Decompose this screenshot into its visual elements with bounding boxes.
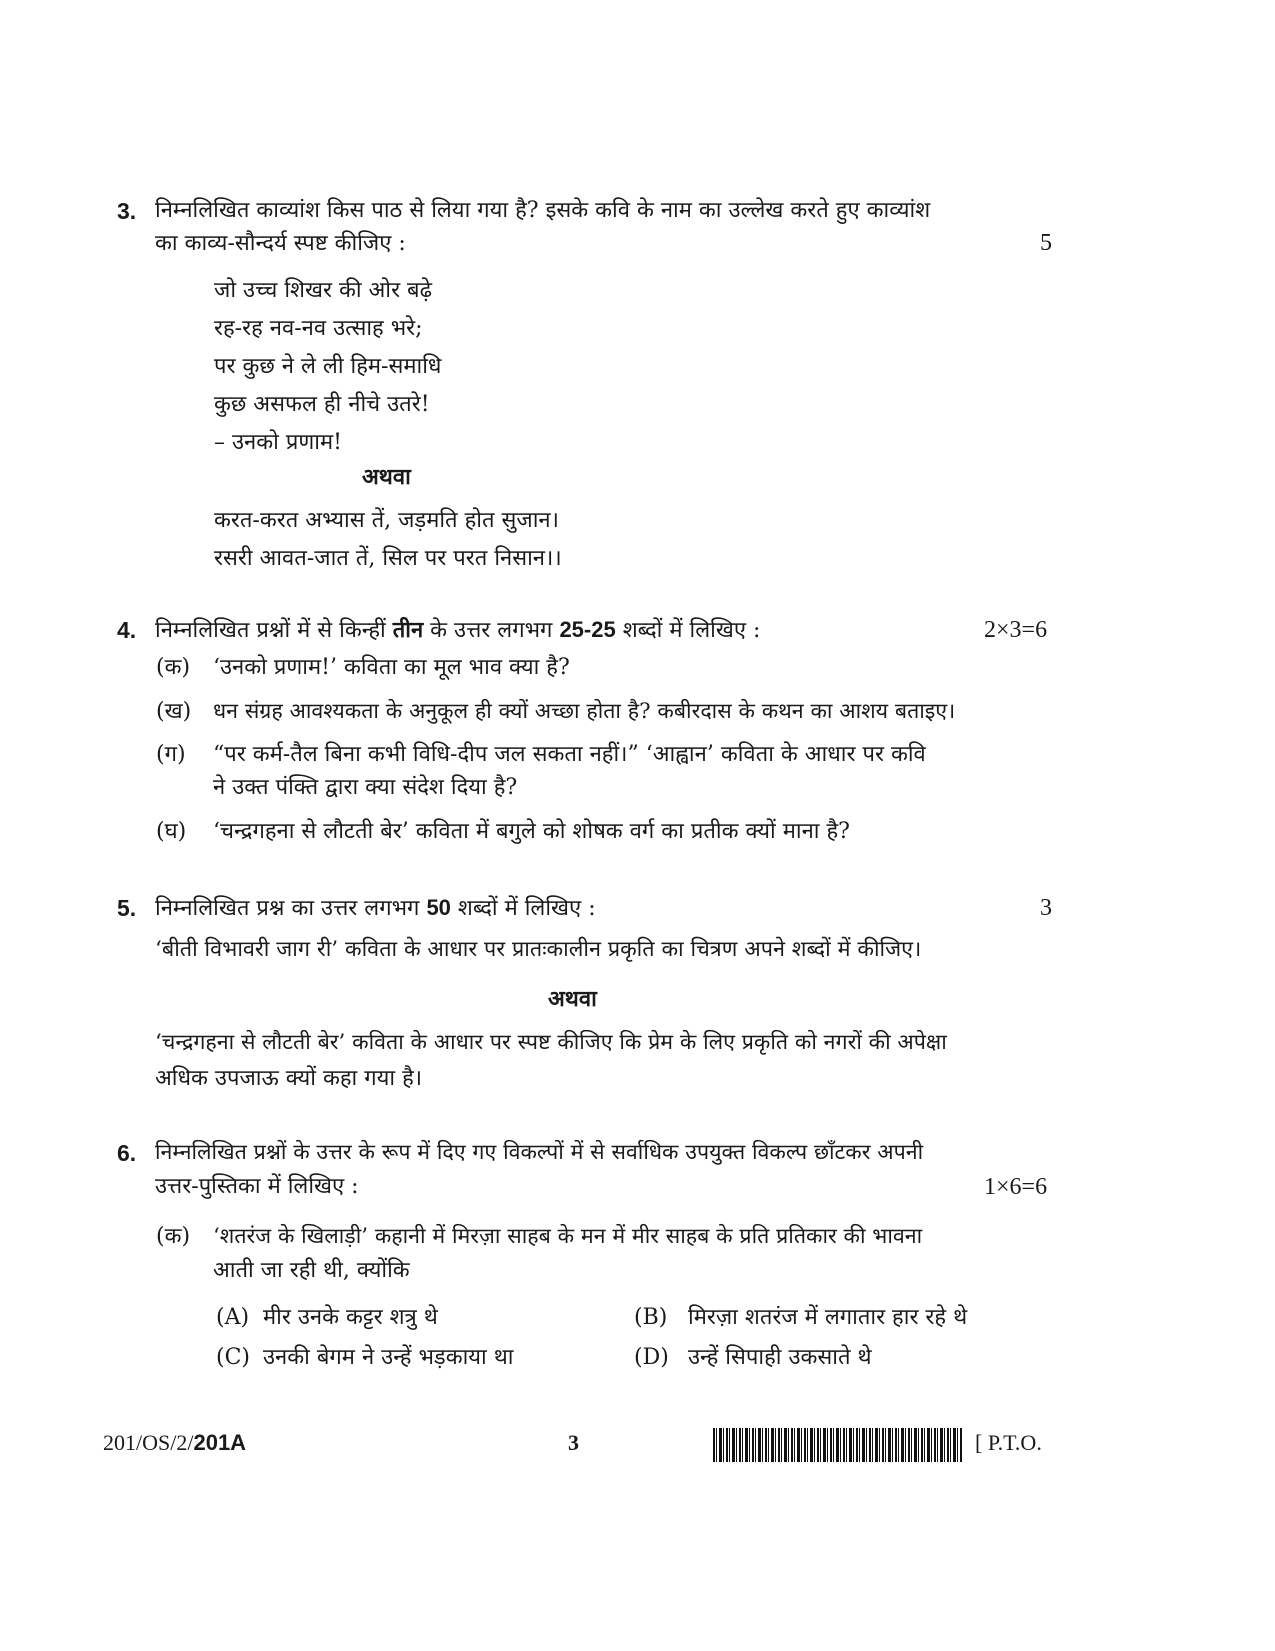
barcode-image bbox=[713, 1428, 963, 1462]
paper-code-plain: 201/OS/2/ bbox=[103, 1430, 194, 1455]
pto-label: [ P.T.O. bbox=[975, 1430, 1042, 1455]
q5-or-heading: अथवा bbox=[548, 986, 597, 1012]
paper-code-bold: 201A bbox=[193, 1430, 247, 1455]
q4-number: 4. bbox=[117, 617, 137, 643]
q4-item-label: (क) bbox=[156, 655, 191, 680]
q4-item-label: (घ) bbox=[156, 819, 187, 844]
q3-stem-line2: का काव्य-सौन्दर्य स्पष्ट कीजिए : bbox=[155, 231, 406, 256]
paper-code bbox=[103, 1430, 246, 1456]
option-text: मिरज़ा शतरंज में लगातार हार रहे थे bbox=[688, 1305, 968, 1330]
q5-alt-line2: अधिक उपजाऊ क्यों कहा गया है। bbox=[155, 1066, 423, 1091]
q4-item-text: ‘उनको प्रणाम!’ कविता का मूल भाव क्या है? bbox=[213, 655, 570, 680]
q4-item-text-cont: ने उक्त पंक्ति द्वारा क्या संदेश दिया है? bbox=[213, 775, 518, 800]
q4-item-text: धन संग्रह आवश्यकता के अनुकूल ही क्यों अच्छा होता है? कबीरदास के कथन का आशय बताइए। bbox=[213, 699, 956, 724]
q5-alt-line1: ‘चन्द्रगहना से लौटती बेर’ कविता के आधार पर स्पष्ट कीजिए कि प्रेम के लिए प्रकृति को नगरों की अपेक्षा bbox=[155, 1030, 947, 1055]
poem-line: – उनको प्रणाम! bbox=[214, 430, 342, 455]
q5-stem-part: निम्नलिखित प्रश्न का उत्तर लगभग bbox=[155, 896, 427, 921]
poem-line: रसरी आवत-जात तें, सिल पर परत निसान।। bbox=[214, 546, 562, 571]
q4-item-text: ‘चन्द्रगहना से लौटती बेर’ कविता में बगुले को शोषक वर्ग का प्रतीक क्यों माना है? bbox=[213, 819, 850, 844]
q5-number: 5. bbox=[117, 895, 137, 921]
q4-item-label: (ग) bbox=[156, 742, 186, 767]
option-label: (D) bbox=[634, 1345, 669, 1370]
poem-line: रह-रह नव-नव उत्साह भरे; bbox=[214, 316, 423, 341]
option-label: (A) bbox=[216, 1305, 250, 1330]
q6-item-text: ‘शतरंज के खिलाड़ी’ कहानी में मिरज़ा साहब के मन में मीर साहब के प्रति प्रतिकार की भावना bbox=[213, 1224, 923, 1249]
q5-stem-part: शब्दों में लिखिए : bbox=[450, 896, 596, 921]
q3-number: 3. bbox=[117, 198, 137, 224]
q6-stem-line1: निम्नलिखित प्रश्नों के उत्तर के रूप में दिए गए विकल्पों में से सर्वाधिक उपयुक्त विकल्प छाँटकर अपनी bbox=[155, 1140, 924, 1165]
q4-stem-bold: तीन bbox=[392, 617, 424, 643]
poem-line: जो उच्च शिखर की ओर बढ़े bbox=[214, 278, 433, 303]
q3-stem-line1: निम्नलिखित काव्यांश किस पाठ से लिया गया है? इसके कवि के नाम का उल्लेख करते हुए काव्यांश bbox=[155, 198, 931, 223]
option-text: मीर उनके कट्टर शत्रु थे bbox=[263, 1305, 438, 1330]
q3-poem-2 bbox=[214, 502, 562, 578]
q6-item-text-cont: आती जा रही थी, क्योंकि bbox=[213, 1258, 410, 1283]
q6-item-label: (क) bbox=[156, 1224, 191, 1249]
q6-number: 6. bbox=[117, 1140, 137, 1166]
q3-marks: 5 bbox=[1040, 230, 1052, 256]
q5-question: ‘बीती विभावरी जाग री’ कविता के आधार पर प्रातःकालीन प्रकृति का चित्रण अपने शब्दों में कीजिए। bbox=[155, 937, 922, 962]
option-text: उन्हें सिपाही उकसाते थे bbox=[688, 1345, 872, 1370]
q6-stem-line2: उत्तर-पुस्तिका में लिखिए : bbox=[155, 1174, 359, 1199]
q5-marks: 3 bbox=[1040, 895, 1052, 921]
q4-stem-part: निम्नलिखित प्रश्नों में से किन्हीं bbox=[155, 618, 393, 643]
poem-line: कुछ असफल ही नीचे उतरे! bbox=[214, 392, 430, 417]
option-label: (B) bbox=[634, 1305, 668, 1330]
poem-line: पर कुछ ने ले ली हिम-समाधि bbox=[214, 354, 442, 379]
q3-poem-1 bbox=[214, 272, 441, 462]
option-label: (C) bbox=[216, 1345, 250, 1370]
option-text: उनकी बेगम ने उन्हें भड़काया था bbox=[263, 1345, 514, 1370]
q4-stem bbox=[155, 615, 760, 646]
q4-item-text: “पर कर्म-तैल बिना कभी विधि-दीप जल सकता नहीं।” ‘आह्वान’ कविता के आधार पर कवि bbox=[213, 742, 926, 767]
q4-stem-number: 25-25 bbox=[559, 617, 616, 642]
q3-or-heading: अथवा bbox=[362, 464, 411, 490]
q4-marks: 2×3=6 bbox=[984, 617, 1048, 643]
q4-item-label: (ख) bbox=[156, 699, 192, 724]
poem-line: करत-करत अभ्यास तें, जड़मति होत सुजान। bbox=[214, 508, 559, 533]
q5-stem bbox=[155, 893, 596, 924]
q4-stem-part: शब्दों में लिखिए : bbox=[615, 618, 761, 643]
q5-stem-number: 50 bbox=[426, 895, 451, 920]
q4-stem-part: के उत्तर लगभग bbox=[423, 618, 560, 643]
q6-marks: 1×6=6 bbox=[984, 1174, 1048, 1200]
page-number: 3 bbox=[568, 1430, 579, 1455]
